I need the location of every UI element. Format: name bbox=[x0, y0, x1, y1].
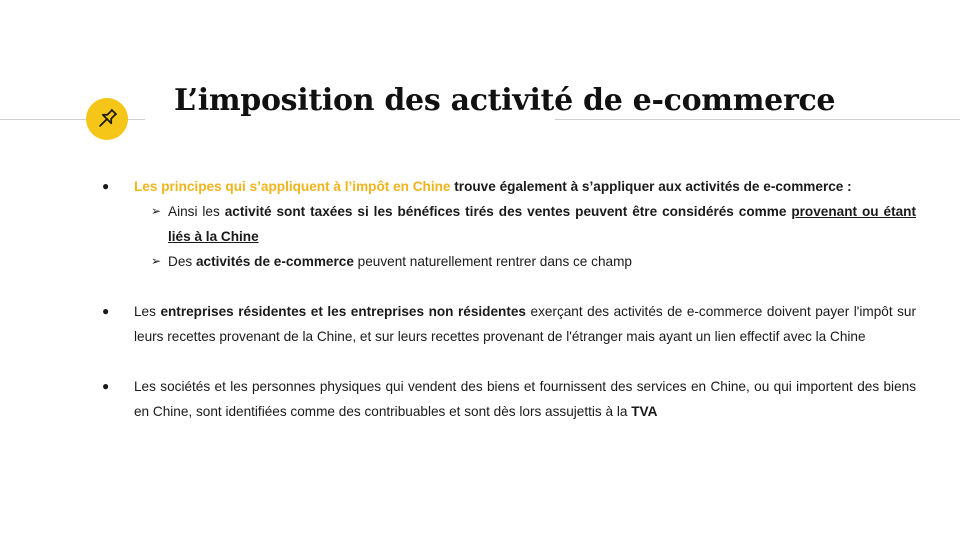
highlighted-text: Les principes qui s’appliquent à l’impôt en Chine bbox=[134, 179, 451, 194]
sub-bullet-underlined: provenant ou étant liés à la Chine bbox=[168, 204, 916, 244]
bullet-dot-icon: ● bbox=[102, 179, 110, 193]
title-divider-right bbox=[555, 119, 960, 120]
sub-bullet-text: peuvent naturellement rentrer dans ce champ bbox=[353, 254, 632, 269]
sub-bullet-item bbox=[100, 249, 916, 274]
bullet-text: Les bbox=[134, 304, 161, 319]
bullet-text: trouve également à s’appliquer aux activités de e-commerce : bbox=[450, 179, 852, 194]
bullet-bold: TVA bbox=[631, 404, 658, 419]
sub-bullet-bold: activités de e-commerce bbox=[195, 254, 354, 269]
bullet-text: Les sociétés et les personnes physiques qui vendent des biens et fournissent des services en Chine, ou qui importent des biens en Chine, sont identifiées comme des contribuables et sont dès lors assujettis à la bbox=[134, 379, 916, 419]
bullet-text: exerçant des activités de e-commerce doivent payer l'impôt sur leurs recettes provenant de la Chine, et sur leurs recettes provenant de l'étranger mais ayant un lien effectif avec la Chine bbox=[134, 304, 916, 344]
sub-bullet-text: Des bbox=[168, 254, 196, 269]
bullet-item bbox=[100, 299, 916, 349]
arrow-bullet-icon: ➢ bbox=[151, 254, 162, 268]
pushpin-icon bbox=[94, 106, 120, 132]
sub-bullet-item bbox=[100, 199, 916, 249]
pin-badge bbox=[86, 98, 128, 140]
bullet-dot-icon: ● bbox=[102, 379, 110, 393]
slide-body bbox=[100, 174, 916, 424]
bullet-bold: entreprises résidentes et les entreprises non résidentes bbox=[160, 304, 526, 319]
bullet-item bbox=[100, 174, 916, 199]
sub-bullet-text: Ainsi les bbox=[168, 204, 225, 219]
arrow-bullet-icon: ➢ bbox=[151, 204, 162, 218]
sub-bullet-bold: activité sont taxées si les bénéfices tirés des ventes peuvent être considérés comme bbox=[224, 204, 792, 219]
bullet-item bbox=[100, 374, 916, 424]
bullet-dot-icon: ● bbox=[102, 304, 110, 318]
slide-title: L’imposition des activité de e-commerce bbox=[174, 83, 836, 118]
